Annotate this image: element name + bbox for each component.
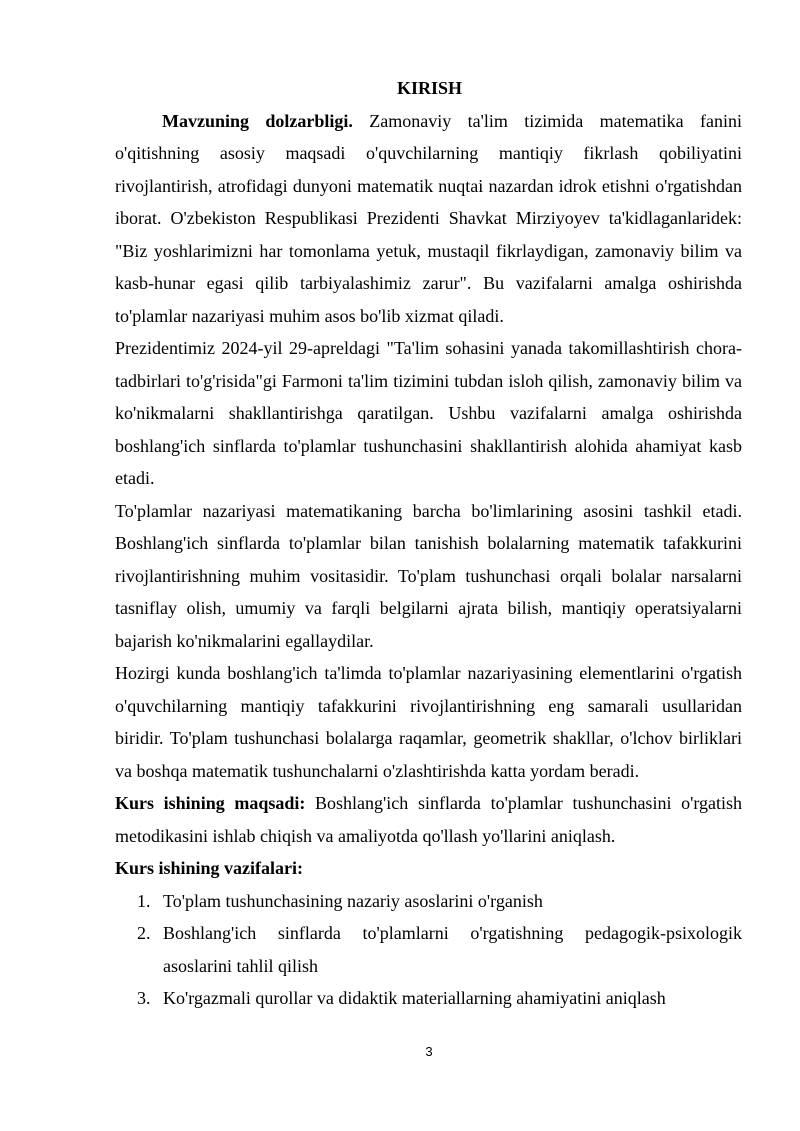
goal-lead: Kurs ishining maqsadi: xyxy=(115,793,306,813)
list-item-text: Boshlang'ich sinflarda to'plamlarni o'rgatishning pedagogik-psixologik asoslarini tahlil qilish xyxy=(163,923,742,976)
paragraph-goal xyxy=(115,787,742,852)
section-title: KIRISH xyxy=(396,78,463,98)
paragraph-set-theory: To'plamlar nazariyasi matematikaning barcha bo'limlarining asosini tashkil etadi. Boshlang'ich sinflarda to'plamlar bilan tanishish bolalarning matematik tafakkurini rivojlantirishning muhim vositasidir. To'plam tushunchasi orqali bolalar narsalarni tasniflay olish, umumiy va farqli belgilarni ajrata bilish, mantiqiy operatsiyalarni bajarish ko'nikmalarini egallaydilar. xyxy=(115,500,742,651)
relevance-lead: Mavzuning dolzarbligi. xyxy=(162,110,353,131)
list-item xyxy=(115,982,742,1015)
page-content xyxy=(115,72,742,1015)
paragraph-decree: Prezidentimiz 2024-yil 29-apreldagi "Ta'lim sohasini yanada takomillashtirish chora-tadbirlari to'g'risida"gi Farmoni ta'lim tizimini tubdan isloh qilish, zamonaviy bilim va ko'nikmalarni shakllantirishga qaratilgan. Ushbu vazifalarni amalga oshirishda boshlang'ich sinflarda to'plamlar tushunchasini shakllantirish alohida ahamiyat kasb etadi. xyxy=(115,338,742,488)
relevance-text: Zamonaviy ta'lim tizimida matematika fanini o'qitishning asosiy maqsadi o'quvchilarning mantiqiy fikrlash qobiliyatini rivojlantirish, atrofidagi dunyoni matematik nuqtai nazardan idrok etishni o'rgatishdan iborat. O'zbekiston Respublikasi Prezidenti Shavkat Mirziyoyev ta'kidlaganlaridek: "Biz yoshlarimizni har tomonlama yetuk, mustaqil fikrlaydigan, zamonaviy bilim va kasb-hunar egasi qilib tarbiyalashimiz zarur". Bu vazifalarni amalga oshirishda to'plamlar nazariyasi muhim asos bo'lib xizmat qiladi. xyxy=(115,110,742,326)
list-item-text: Ko'rgazmali qurollar va didaktik materiallarning ahamiyatini aniqlash xyxy=(163,988,666,1008)
page-number: 3 xyxy=(425,1044,433,1059)
goal-text: Boshlang'ich sinflarda to'plamlar tushunchasini o'rgatish metodikasini ishlab chiqish va amaliyotda qo'llash yo'llarini aniqlash. xyxy=(115,793,743,846)
list-item xyxy=(115,885,742,918)
list-item-number: 1. xyxy=(137,890,151,911)
paragraph-current-state: Hozirgi kunda boshlang'ich ta'limda to'plamlar nazariyasining elementlarini o'rgatish o'quvchilarning mantiqiy tafakkurini rivojlantirishning eng samarali usullaridan biridir. To'plam tushunchasi bolalarga raqamlar, geometrik shakllar, o'lchov birliklari va boshqa matematik tushunchalarni o'zlashtirishda katta yordam beradi. xyxy=(115,663,742,781)
list-item-number: 3. xyxy=(137,988,151,1008)
list-item-text: To'plam tushunchasining nazariy asoslarini o'rganish xyxy=(163,890,543,911)
list-item-number: 2. xyxy=(137,923,151,943)
tasks-list xyxy=(115,885,742,1015)
paragraph-relevance xyxy=(115,105,742,333)
tasks-heading: Kurs ishining vazifalari: xyxy=(115,858,304,878)
list-item xyxy=(115,917,742,982)
